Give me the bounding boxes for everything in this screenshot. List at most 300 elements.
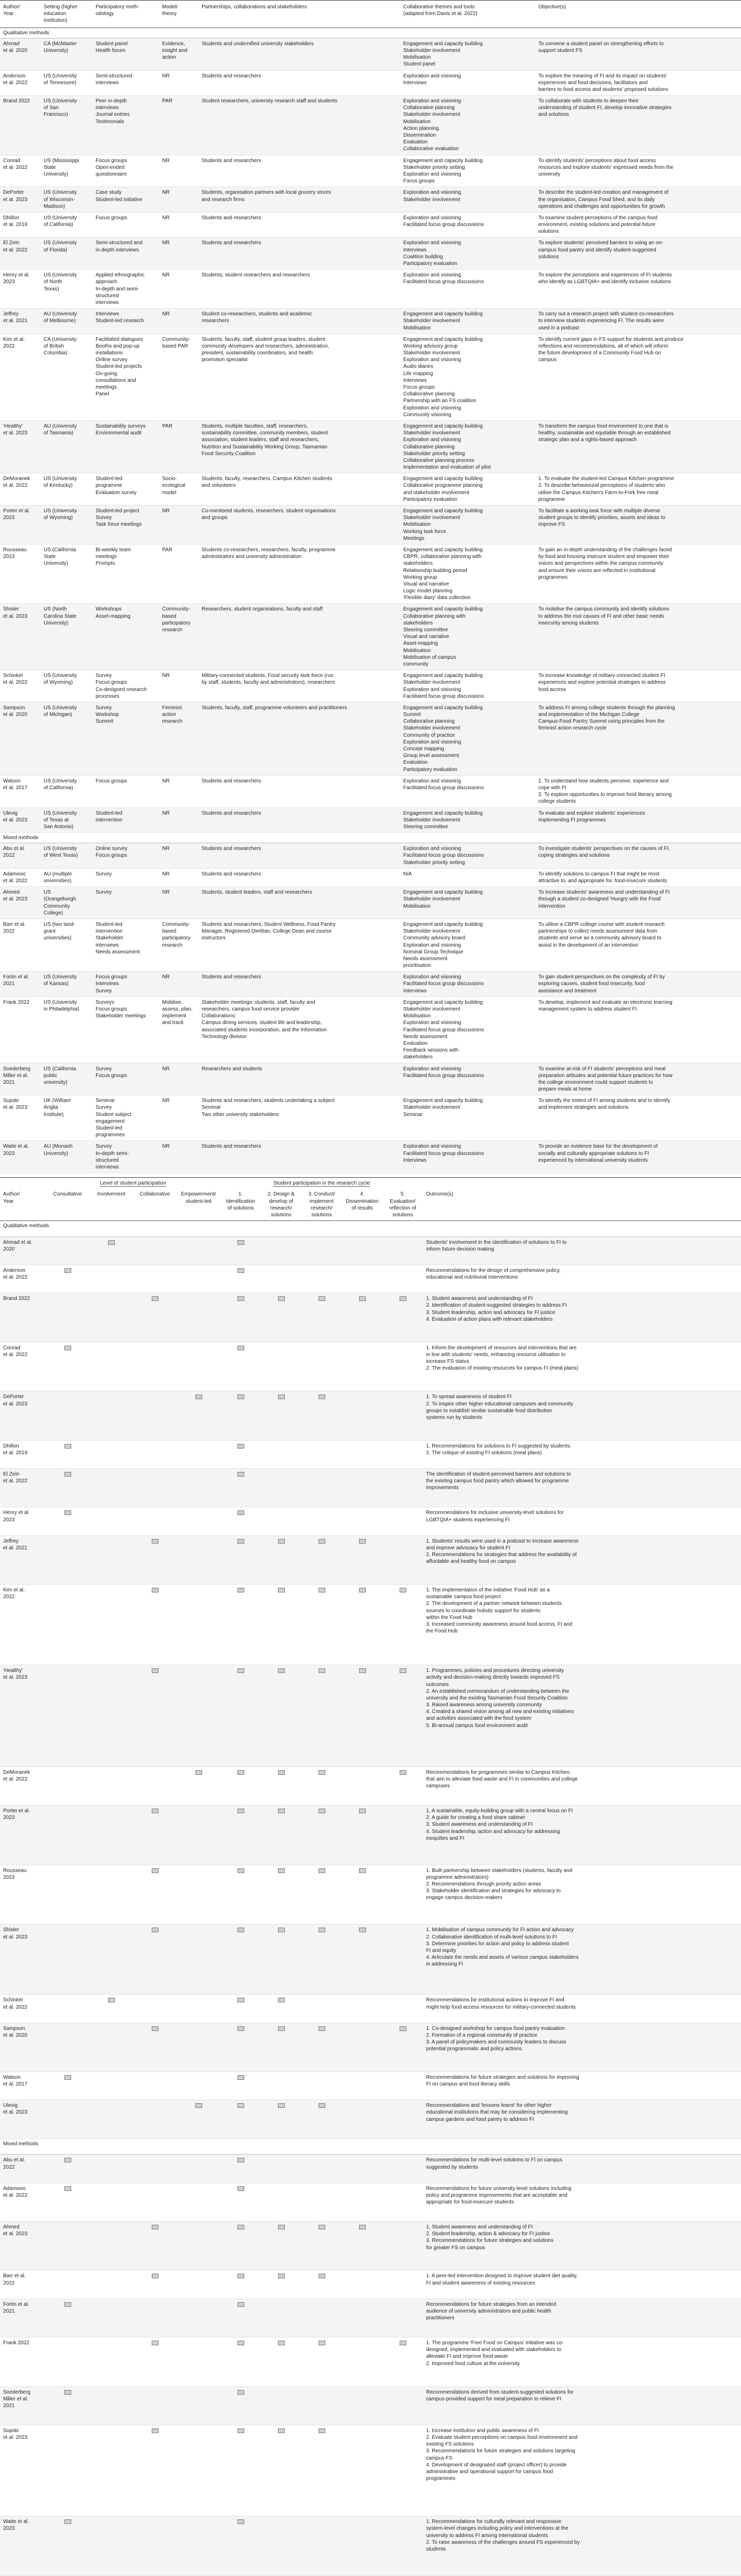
checked-box-icon	[278, 1588, 285, 1592]
check-cell	[89, 1507, 133, 1535]
cell-themes: Engagement and capacity building Stakeholder involvement Steering committee	[400, 807, 535, 833]
cell-author: Shisler et al. 2023	[0, 604, 41, 670]
checked-box-icon	[319, 2428, 325, 2433]
check-cell	[220, 2516, 261, 2576]
check-cell	[261, 1535, 301, 1585]
table-row	[0, 2270, 741, 2299]
cell-themes: Exploration and visioning Interviews	[400, 70, 535, 96]
cell-partnerships: Student co-researchers, students and academic researchers	[199, 309, 400, 334]
check-cell	[261, 2516, 301, 2576]
check-cell	[261, 2183, 301, 2221]
check-cell	[382, 1391, 423, 1441]
cell-author: Barr et al. 2022	[0, 919, 41, 971]
check-cell	[177, 2270, 220, 2299]
checked-box-icon	[152, 1539, 158, 1544]
cell-outcomes: Students' involvement in the identification of solutions to FI to inform future decision making	[423, 1237, 741, 1265]
cell-participatory: Case study Student-led initiative	[92, 187, 159, 213]
cell-setting: US (University of Kansas)	[41, 972, 92, 997]
check-cell	[89, 2155, 133, 2183]
group-level-participation: Level of student participation	[100, 1180, 166, 1187]
check-cell	[261, 1665, 301, 1767]
cell-themes: Exploration and visioning Facilitated focus group discussions	[400, 775, 535, 807]
check-cell	[177, 1767, 220, 1805]
check-cell	[177, 2516, 220, 2576]
checked-box-icon	[237, 1346, 244, 1350]
check-cell	[261, 1767, 301, 1805]
cell-themes: Exploration and visioning Facilitated focus group discussions Stakeholder priority setting	[400, 843, 535, 869]
cell-objectives: To utilise a CBPR college course with student research partnerships to collect needs assessment data from students and serve as a community advisory board to assist in the development of an intervention	[535, 919, 741, 971]
check-cell	[220, 2072, 261, 2100]
cell-themes: Engagement and capacity building Working advisory group Stakeholder involvement Exploration and visioning Audio diaries Life mapping Interviews Focus groups Collaborative planning Partnership with an FS coalition Exploration and visioning Community visioning	[400, 334, 535, 420]
cell-objectives: To identify the extent of FI among students and to identify and implement strategies and solutions	[535, 1095, 741, 1141]
cell-participatory: Survey Focus groups Co-designed research processes	[92, 670, 159, 702]
checked-box-icon	[319, 1296, 325, 1301]
table-row	[0, 1063, 741, 1095]
table-row	[0, 2386, 741, 2425]
cell-author: Fortin et al. 2021	[0, 972, 41, 997]
cell-model: PAR	[159, 544, 199, 604]
checked-box-icon	[359, 1868, 366, 1873]
cell-model: NR	[159, 309, 199, 334]
check-cell	[220, 1440, 261, 1468]
cell-themes: Engagement and capacity building Summit Collaborative planning Stakeholder involvement Community of practice Exploration and visioning Concept mapping Group level assessment Evaluation Participatory evaluation	[400, 702, 535, 775]
cell-participatory: Focus groups	[92, 775, 159, 807]
cell-objectives: To explore students' perceived barriers to using an on- campus food pantry and identify student-suggested solutions	[535, 237, 741, 270]
check-cell	[261, 2023, 301, 2072]
check-cell	[177, 1391, 220, 1441]
table-row	[0, 887, 741, 919]
check-cell	[342, 1924, 382, 1995]
checked-box-icon	[237, 2158, 244, 2162]
cell-outcomes: 1. A peer-led intervention designed to improve student diet quality, FI and student awareness of existing resources	[423, 2270, 741, 2299]
cell-author: Conrad et al. 2022	[0, 155, 41, 187]
check-cell	[382, 2023, 423, 2072]
cell-model: NR	[159, 1141, 199, 1173]
cell-outcomes: 1. Co-designed workshop for campus food pantry evaluation 2. Formation of a regional community of practice 3. A panel of policymakers and community leaders to discuss potential programmatic and policy actions	[423, 2023, 741, 2072]
cell-model: NR	[159, 972, 199, 997]
checked-box-icon	[237, 1395, 244, 1399]
cell-objectives: To identify current gaps in FS support for students and produce reflections and recommendations, all of which will inform the future development of a Community Food Hub on campus	[535, 334, 741, 420]
cell-participatory: Student-led project Survey Task force meetings	[92, 506, 159, 545]
checked-box-icon	[64, 1510, 71, 1515]
check-cell	[382, 1507, 423, 1535]
cell-model: Community- based participatory research	[159, 919, 199, 971]
checked-box-icon	[237, 2302, 244, 2307]
cell-author: DePorter et al. 2023	[0, 187, 41, 213]
check-cell	[301, 1805, 342, 1865]
check-cell	[261, 1995, 301, 2023]
cell-author: Porter et al. 2023	[0, 506, 41, 545]
cell-author: Henry et al. 2023	[0, 1507, 46, 1535]
check-cell	[133, 2023, 177, 2072]
check-cell	[301, 2183, 342, 2221]
check-cell	[301, 2155, 342, 2183]
checked-box-icon	[64, 2186, 71, 2191]
checked-box-icon	[237, 1444, 244, 1449]
cell-author: Rousseau 2023	[0, 1865, 46, 1924]
cell-themes: Engagement and capacity building Stakeholder involvement Mobilisation Working task force Meetings	[400, 506, 535, 545]
checked-box-icon	[237, 1472, 244, 1477]
cell-partnerships: Students and researchers	[199, 775, 400, 807]
checked-box-icon	[237, 1296, 244, 1301]
check-cell	[342, 2155, 382, 2183]
cell-setting: US (Orangeburgh Community College)	[41, 887, 92, 919]
check-cell	[133, 1665, 177, 1767]
cell-setting: US (University of Tennessee)	[41, 70, 92, 96]
table-row	[0, 1265, 741, 1293]
cell-objectives: To describe the student-led creation and management of the organisation, Campus Food Shed, and its daily operations and challenges and opportunities for growth	[535, 187, 741, 213]
checked-box-icon	[237, 2075, 244, 2080]
cell-author: El Zein et al. 2022	[0, 1469, 46, 1507]
cell-outcomes: Recommendations for programmes similar to Campus Kitchen, that aim to alleviate food waste and FI in communities and college campuses	[423, 1767, 741, 1805]
checked-box-icon	[152, 1809, 158, 1813]
checked-box-icon	[319, 2103, 325, 2108]
checked-box-icon	[237, 1539, 244, 1544]
cell-author: Ahmad et al. 2020	[0, 1237, 46, 1265]
check-cell	[261, 1391, 301, 1441]
check-cell	[46, 2155, 89, 2183]
cell-model: Socio- ecological model	[159, 473, 199, 506]
cell-themes: Engagement and capacity building Stakeholder involvement Mobilisation Exploration and visioning Facilitated focus group discussions Needs assessment Evaluation Feedback sessions with stakeholders	[400, 997, 535, 1063]
participation-table	[0, 1177, 741, 2576]
check-cell	[177, 1585, 220, 1665]
cell-author: Porter et al. 2023	[0, 1805, 46, 1865]
check-cell	[46, 2425, 89, 2516]
cell-partnerships: Co-mentored students, researchers, student organisations and groups	[199, 506, 400, 545]
cell-outcomes: 1. Programmes, policies and procedures directing university activity and decision-making directly towards improved FS outcomes 2. An established memorandum of understanding between the university and the existing Tasmanian Food Security Coalition 3. Raised awareness among university community 4. Created a shared vision among all new and existing initiatives and activities associated with the food system 5. Bi-annual campus food environment audit	[423, 1665, 741, 1767]
check-cell	[89, 2299, 133, 2337]
cell-author: Watson et al. 2017	[0, 2072, 46, 2100]
cell-participatory: Surveys Focus groups Stakeholder meetings	[92, 997, 159, 1063]
cell-setting: US (North Carolina State University)	[41, 604, 92, 670]
table-row	[0, 212, 741, 237]
table-row	[0, 670, 741, 702]
check-cell	[342, 1535, 382, 1585]
check-cell	[342, 1805, 382, 1865]
check-cell	[133, 2516, 177, 2576]
check-cell	[89, 2516, 133, 2576]
cell-model: Mobilise, assess, plan, implement and track	[159, 997, 199, 1063]
cell-outcomes: 1. Student awareness and understanding of FI 2. Identification of student-suggested strategies to address FI 3. Student leadership, action and advocacy for FI justice 4. Evaluation of action plans with relevant stakeholders	[423, 1293, 741, 1343]
check-cell	[133, 2270, 177, 2299]
checked-box-icon	[319, 2026, 325, 2031]
check-cell	[89, 1391, 133, 1441]
cell-partnerships: Students and researchers	[199, 70, 400, 96]
cell-setting: US (University of Wisconsin- Madison)	[41, 187, 92, 213]
cell-participatory: Focus groups Interviews Survey	[92, 972, 159, 997]
cell-author: DePorter et al. 2023	[0, 1391, 46, 1441]
check-cell	[46, 1585, 89, 1665]
check-cell	[89, 1535, 133, 1585]
table-row	[0, 775, 741, 807]
check-cell	[89, 1293, 133, 1343]
check-cell	[301, 2425, 342, 2516]
table-row	[0, 1805, 741, 1865]
cell-outcomes: 1. Mobilisation of campus community for FI action and advocacy 2. Collaborative identification of multi-level solutions to FI 3. Determine priorities for action and policy to address student FI and equity 4. Articulate the needs and assets of various campus stakeholders in addressing FI	[423, 1924, 741, 1995]
check-cell	[46, 1507, 89, 1535]
cell-author: Abu et al. 2022	[0, 843, 41, 869]
checked-box-icon	[152, 1928, 158, 1932]
check-cell	[301, 2221, 342, 2270]
col-themes: Collaborative themes and tools (adapted from Davis et al. 2022)	[400, 1, 535, 28]
check-cell	[133, 1995, 177, 2023]
cell-author: Anderson et al. 2022	[0, 1265, 46, 1293]
table-row	[0, 1865, 741, 1924]
check-cell	[220, 1995, 261, 2023]
check-cell	[261, 2155, 301, 2183]
checked-box-icon	[278, 1868, 285, 1873]
check-cell	[220, 2155, 261, 2183]
check-cell	[177, 2183, 220, 2221]
col-author: Author/ Year	[0, 1, 41, 28]
checked-box-icon	[237, 2225, 244, 2229]
cell-outcomes: 1. Recommendations for culturally relevant and responsive system-level changes including policy and interventions at the university to address FI among international students 2. To raise awareness of the challenges around FS experienced by students	[423, 2516, 741, 2576]
check-cell	[261, 1265, 301, 1293]
checked-box-icon	[278, 1998, 285, 2002]
check-cell	[133, 1440, 177, 1468]
check-cell	[133, 2100, 177, 2139]
cell-themes: Engagement and capacity building Stakeholder involvement Mobilisation	[400, 887, 535, 919]
check-cell	[220, 2270, 261, 2299]
check-cell	[261, 1865, 301, 1924]
check-cell	[301, 2100, 342, 2139]
table-row	[0, 2299, 741, 2337]
cell-model: Community- based PAR	[159, 334, 199, 420]
cell-objectives: To carry out a research project with student co-researchers to interview students experiencing FI. The results were used in a podcast	[535, 309, 741, 334]
check-cell	[177, 1265, 220, 1293]
check-cell	[133, 1507, 177, 1535]
cell-outcomes: 1. Student awareness and understanding of FI 2. Student leadership, action & advocacy for FI justice 3. Recommendations for future strategies and solutions for greater FS on campus	[423, 2221, 741, 2270]
checked-box-icon	[237, 2026, 244, 2031]
check-cell	[301, 1237, 342, 1265]
cell-partnerships: Students, faculty, staff, programme volunteers and practitioners	[199, 702, 400, 775]
checked-box-icon	[195, 1770, 202, 1775]
checked-box-icon	[152, 2341, 158, 2345]
checked-box-icon	[152, 2026, 158, 2031]
cell-setting: US (University of California)	[41, 775, 92, 807]
table-row	[0, 919, 741, 971]
cell-participatory: Online survey Focus groups	[92, 843, 159, 869]
check-cell	[261, 1469, 301, 1507]
check-cell	[177, 1665, 220, 1767]
cell-objectives: To collaborate with students to deepen their understanding of student FI, develop innovative strategies and solutions	[535, 96, 741, 155]
check-cell	[89, 1665, 133, 1767]
checked-box-icon	[400, 2341, 406, 2345]
cell-partnerships: Students and researchers	[199, 212, 400, 237]
table-row	[0, 1342, 741, 1391]
cell-objectives: To transform the campus food environment to one that is healthy, sustainable and equitable through an established strategic plan and a rights-based approach	[535, 420, 741, 473]
check-cell	[342, 1767, 382, 1805]
check-cell	[133, 1342, 177, 1391]
check-cell	[46, 1535, 89, 1585]
check-cell	[382, 2183, 423, 2221]
check-cell	[261, 1585, 301, 1665]
table-row	[0, 155, 741, 187]
cell-author: Brand 2022	[0, 1293, 46, 1343]
cell-participatory: Focus groups Open-ended questionnaire	[92, 155, 159, 187]
check-cell	[89, 1469, 133, 1507]
cell-themes: Engagement and capacity building Stakeholder involvement Community advisory board Exploration and visioning Nominal Group Technique Needs assessment prioritisation	[400, 919, 535, 971]
cell-author: Schinkel et al. 2022	[0, 670, 41, 702]
checked-box-icon	[152, 1296, 158, 1301]
check-cell	[342, 1469, 382, 1507]
cell-themes: Exploration and visioning Stakeholder involvement	[400, 187, 535, 213]
checked-box-icon	[319, 2274, 325, 2278]
cell-outcomes: Recommendations for future university-level solutions including policy and programme improvements that are acceptable and appropriate for food-insecure students	[423, 2183, 741, 2221]
cell-author: 'Healthy' et al. 2023	[0, 1665, 46, 1767]
check-cell	[133, 1391, 177, 1441]
check-cell	[220, 2221, 261, 2270]
check-cell	[177, 2425, 220, 2516]
checked-box-icon	[400, 1296, 406, 1301]
check-cell	[382, 1995, 423, 2023]
table2-group-header-row	[0, 1178, 741, 1189]
check-cell	[133, 2155, 177, 2183]
table-row	[0, 2425, 741, 2516]
cell-participatory: Semi-structured interviews	[92, 70, 159, 96]
check-cell	[342, 1440, 382, 1468]
table-row	[0, 997, 741, 1063]
check-cell	[46, 1924, 89, 1995]
checked-box-icon	[237, 2186, 244, 2191]
cell-model: NR	[159, 868, 199, 886]
cell-author: Soederberg Miller et al. 2021	[0, 1063, 41, 1095]
cell-outcomes: Recommendations and 'lessons learnt' for other higher educational institutions that may be considering implementing campus gardens and food pantry to address FI	[423, 2100, 741, 2139]
cell-objectives: To gain an in-depth understanding of the challenges faced by food and housing insecure student and empower their voices and perspectives within the campus community and ensure their voices are reflected in institutional programmes	[535, 544, 741, 604]
checked-box-icon	[278, 2341, 285, 2345]
check-cell	[89, 1342, 133, 1391]
check-cell	[382, 2516, 423, 2576]
cell-setting: US (University of Wyoming)	[41, 670, 92, 702]
checked-box-icon	[237, 2519, 244, 2524]
cell-author: Ulevig et al. 2023	[0, 2100, 46, 2139]
table-row	[0, 1141, 741, 1173]
checked-box-icon	[237, 1868, 244, 1873]
table-row	[0, 70, 741, 96]
check-cell	[261, 1507, 301, 1535]
check-cell	[46, 2183, 89, 2221]
checked-box-icon	[278, 1395, 285, 1399]
cell-model: NR	[159, 670, 199, 702]
check-cell	[301, 1469, 342, 1507]
table-row	[0, 2072, 741, 2100]
col-partnerships: Partnerships, collaborations and stakeholders	[199, 1, 400, 28]
checked-box-icon	[278, 2103, 285, 2108]
cell-author: Abu et al. 2022	[0, 2155, 46, 2183]
table-row	[0, 544, 741, 604]
table-row	[0, 1469, 741, 1507]
cell-themes: Engagement and capacity building Stakeholder involvement Exploration and visioning Facilitated focus group discussions	[400, 670, 535, 702]
check-cell	[342, 1995, 382, 2023]
check-cell	[301, 1440, 342, 1468]
check-cell	[261, 1805, 301, 1865]
check-cell	[89, 2270, 133, 2299]
cell-participatory: Student panel Health forum	[92, 38, 159, 70]
table-row	[0, 96, 741, 155]
cell-partnerships: Students and researchers	[199, 843, 400, 869]
check-cell	[177, 1865, 220, 1924]
section-label: Qualitative methods	[0, 28, 741, 38]
check-cell	[301, 1391, 342, 1441]
checked-box-icon	[319, 1668, 325, 1673]
check-cell	[261, 1924, 301, 1995]
check-cell	[220, 2183, 261, 2221]
checked-box-icon	[64, 2390, 71, 2395]
check-cell	[382, 1237, 423, 1265]
cell-model: NR	[159, 775, 199, 807]
checked-box-icon	[195, 1395, 202, 1399]
check-cell	[220, 1585, 261, 1665]
checked-box-icon	[152, 1668, 158, 1673]
check-cell	[301, 1585, 342, 1665]
check-cell	[261, 2221, 301, 2270]
table-row	[0, 2516, 741, 2576]
check-cell	[89, 2100, 133, 2139]
cell-author: Adamovic et al. 2022	[0, 2183, 46, 2221]
check-cell	[89, 1585, 133, 1665]
cell-setting: US (University of Kentucky)	[41, 473, 92, 506]
cell-objectives: To gain student perspectives on the complexity of FI by exploring causes, student food insecurity, food assistance and treatment	[535, 972, 741, 997]
table-row	[0, 2337, 741, 2386]
checked-box-icon	[237, 2390, 244, 2395]
checked-box-icon	[64, 1444, 71, 1449]
cell-themes: Engagement and capacity building Stakeholder involvement Mobilisation Student panel	[400, 38, 535, 70]
check-cell	[89, 1265, 133, 1293]
cell-setting: UK (William Anglia Institute)	[41, 1095, 92, 1141]
check-cell	[301, 1293, 342, 1343]
check-cell	[382, 1535, 423, 1585]
check-cell	[220, 1469, 261, 1507]
check-cell	[89, 1237, 133, 1265]
check-cell	[342, 2299, 382, 2337]
checked-box-icon	[278, 2428, 285, 2433]
cell-model: NR	[159, 270, 199, 309]
check-cell	[89, 1995, 133, 2023]
table-row	[0, 2155, 741, 2183]
check-cell	[342, 2516, 382, 2576]
check-cell	[220, 2386, 261, 2425]
check-cell	[133, 2183, 177, 2221]
check-cell	[382, 1265, 423, 1293]
cell-participatory: Bi-weekly team meetings Prompts	[92, 544, 159, 604]
table-row	[0, 1767, 741, 1805]
checked-box-icon	[400, 1588, 406, 1592]
check-cell	[220, 2337, 261, 2386]
checked-box-icon	[237, 1510, 244, 1515]
check-cell	[177, 1469, 220, 1507]
cell-themes: Exploration and visioning Facilitated focus group discussions	[400, 212, 535, 237]
check-cell	[46, 1665, 89, 1767]
col-participatory: Participatory meth- odology	[92, 1, 159, 28]
check-cell	[89, 2023, 133, 2072]
check-cell	[133, 2386, 177, 2425]
col2-design: 2. Design & develop of research/ solutions	[261, 1189, 301, 1220]
cell-author: Ahmed et al. 2023	[0, 2221, 46, 2270]
check-cell	[177, 2023, 220, 2072]
check-cell	[301, 1995, 342, 2023]
cell-author: Conrad et al. 2022	[0, 1342, 46, 1391]
check-cell	[261, 2337, 301, 2386]
cell-author: Fortin et al. 2021	[0, 2299, 46, 2337]
cell-author: Supski et al. 2023	[0, 1095, 41, 1141]
cell-objectives: To facilitate a working task force with multiple diverse student groups to identify priorities, assets and ideas to improve FS	[535, 506, 741, 545]
check-cell	[342, 1265, 382, 1293]
cell-setting: AU (multiple universities)	[41, 868, 92, 886]
check-cell	[261, 1237, 301, 1265]
cell-participatory: Student-led intervention	[92, 807, 159, 833]
check-cell	[382, 2221, 423, 2270]
table-row	[0, 270, 741, 309]
